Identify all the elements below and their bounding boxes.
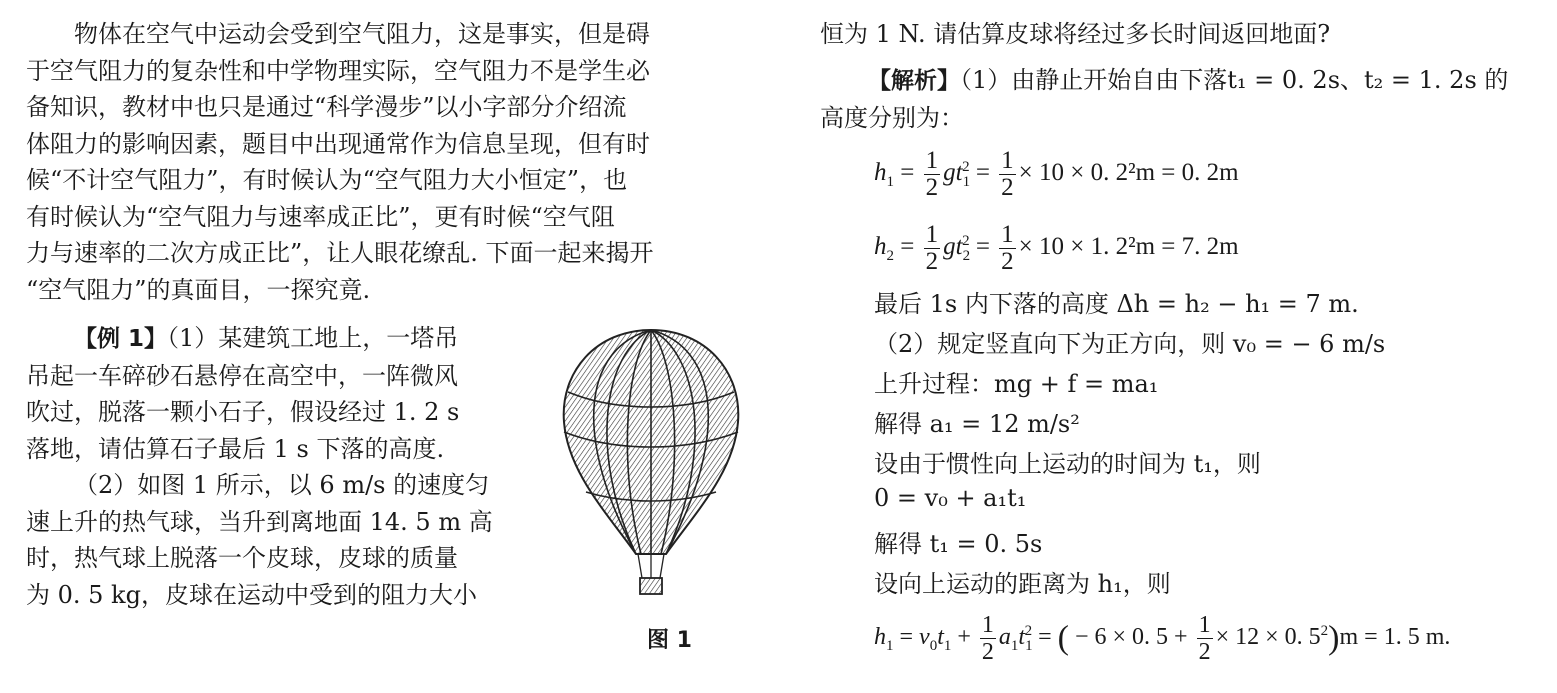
example-line: 落地，请估算石子最后 1 s 下落的高度. bbox=[26, 434, 445, 463]
equation-h1-rise: $h_1 = v_0t_1$ + $\frac{1}{2}$ $a_1t_1^2$ = ( − 6 × 0. 5 + $\frac{1}{2}$ × 12 × 0. $5^2)m = 1$. 5 m. bbox=[874, 612, 1451, 665]
analysis-line bbox=[868, 62, 1508, 100]
equation-h2-tail: × 10 × 1. 2²m = 7. 2m bbox=[1018, 233, 1239, 261]
analysis-line-2: 高度分别为： bbox=[820, 104, 964, 132]
intro-line: “空气阻力”的真面目，一探究竟. bbox=[26, 275, 371, 304]
t1-definition-line: 设由于惯性向上运动的时间为 t₁，则 bbox=[874, 450, 1261, 478]
intro-line: 物体在空气中运动会受到空气阻力，这是事实，但是碍 bbox=[74, 20, 650, 48]
intro-line: 体阻力的影响因素，题目中出现通常作为信息呈现，但有时 bbox=[26, 129, 650, 158]
example-label: 【例 1】 bbox=[74, 326, 168, 352]
example-line: 吹过，脱落一颗小石子，假设经过 1. 2 s bbox=[26, 398, 460, 426]
intro-line: 备知识，教材中也只是通过“科学漫步”以小字部分介绍流 bbox=[26, 93, 627, 121]
example-line: （1）某建筑工地上，一塔吊 bbox=[167, 324, 459, 352]
question-end-line: 恒为 1 N. 请估算皮球将经过多长时间返回地面? bbox=[820, 20, 1331, 48]
equation-h2: $h_2$ = $\frac{1}{2}$ $gt_2^2$ = $\frac{1}{2}$ × 10 × 1. 2²m = 7. 2m bbox=[874, 221, 1239, 275]
intro-line: 有时候认为“空气阻力与速率成正比”，更有时候“空气阻 bbox=[26, 202, 615, 231]
a1-result-line: 解得 a₁ = 12 m/s² bbox=[874, 410, 1080, 438]
left-column bbox=[26, 0, 746, 653]
h1-definition-line: 设向上运动的距离为 h₁，则 bbox=[874, 570, 1171, 598]
part2-line: （2）规定竖直向下为正方向，则 v₀ = − 6 m/s bbox=[874, 330, 1386, 358]
intro-line: 力与速率的二次方成正比”，让人眼花缭乱. 下面一起来揭开 bbox=[26, 239, 654, 267]
equation-last-tail: m = 1. 5 m. bbox=[1339, 624, 1451, 651]
t1-result-line: 解得 t₁ = 0. 5s bbox=[874, 530, 1043, 558]
example-line: 时，热气球上脱落一个皮球，皮球的质量 bbox=[26, 544, 458, 572]
example-line: 吊起一车碎砂石悬停在高空中，一阵微风 bbox=[26, 361, 458, 390]
intro-line: 候“不计空气阻力”，有时候认为“空气阻力大小恒定”，也 bbox=[26, 166, 628, 194]
figure-caption: 图 1 bbox=[647, 628, 692, 653]
hot-air-balloon-figure bbox=[556, 322, 746, 606]
example-line: 为 0. 5 kg，皮球在运动中受到的阻力大小 bbox=[26, 580, 477, 609]
delta-h-line: 最后 1s 内下落的高度 Δh = h₂ − h₁ = 7 m. bbox=[874, 290, 1359, 318]
hot-air-balloon-icon bbox=[556, 322, 746, 602]
example-line: 速上升的热气球，当升到离地面 14. 5 m 高 bbox=[26, 507, 493, 536]
example-1-text bbox=[26, 320, 526, 613]
equation-h1: $h_1$ = $\frac{1}{2}$ $gt_1^2$ = $\frac{1}{2}$ × 10 × 0. 2²m = 0. 2m bbox=[874, 147, 1239, 201]
zero-equation-line: 0 = v₀ + a₁t₁ bbox=[874, 484, 1027, 512]
analysis-text: （1）由静止开始自由下落t₁ = 0. 2s、t₂ = 1. 2s 的 bbox=[960, 66, 1509, 94]
rise-process-line: 上升过程：mg + f = ma₁ bbox=[874, 370, 1159, 398]
analysis-label: 【解析】 bbox=[868, 68, 960, 94]
example-line: （2）如图 1 所示，以 6 m/s 的速度匀 bbox=[74, 471, 490, 499]
intro-paragraph bbox=[26, 0, 746, 308]
intro-line: 于空气阻力的复杂性和中学物理实际，空气阻力不是学生必 bbox=[26, 56, 650, 85]
equation-h1-tail: × 10 × 0. 2²m = 0. 2m bbox=[1018, 159, 1239, 187]
